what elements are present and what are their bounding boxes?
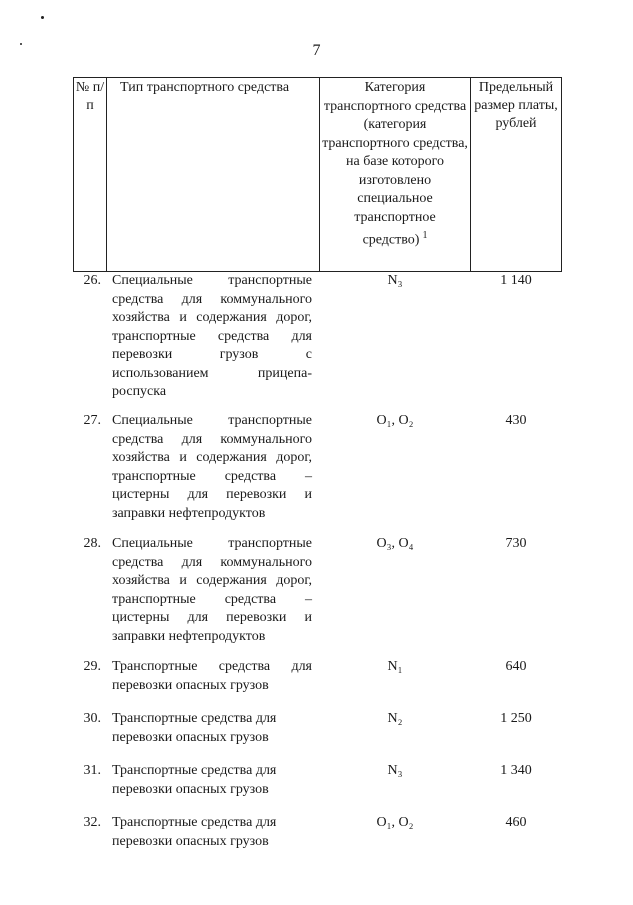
row-vehicle-type: Специальные транспортные средства для коммунального хозяйства и содержания дорог, транспортные средства – цистерны для перевозки и заправки нефтепродуктов (112, 413, 312, 521)
row-number: 28. (83, 536, 101, 551)
row-vehicle-type: Транспортные средства для перевозки опасных грузов (112, 659, 312, 693)
row-price: 1 250 (500, 711, 532, 726)
row-number: 32. (83, 815, 101, 830)
header-category-text: Категория транспортного средства (категория транспортного средства, на базе которого изготовлено специальное транспортное средство) (322, 80, 468, 248)
header-cell-number: № п/п (74, 78, 107, 272)
row-vehicle-type: Транспортные средства для перевозки опасных грузов (112, 763, 277, 797)
row-category: N₃ (387, 763, 403, 778)
row-category: N₁ (387, 659, 403, 674)
row-category: O₁, O₂ (376, 413, 414, 428)
table-header (73, 77, 562, 272)
row-number: 27. (83, 413, 101, 428)
row-price: 640 (505, 659, 527, 674)
header-cell-price: Предельный размер платы, рублей (471, 78, 562, 272)
row-number: 31. (83, 763, 101, 778)
row-vehicle-type: Транспортные средства для перевозки опасных грузов (112, 711, 277, 745)
row-number: 29. (83, 659, 101, 674)
page-number: 7 (312, 42, 321, 59)
row-price: 1 140 (500, 273, 532, 288)
row-price: 1 340 (500, 763, 532, 778)
row-price: 460 (505, 815, 527, 830)
row-vehicle-type: Транспортные средства для перевозки опасных грузов (112, 815, 277, 849)
header-cell-vehicle-type: Тип транспортного средства (107, 78, 320, 272)
row-number: 30. (83, 711, 101, 726)
row-category: N₂ (387, 711, 403, 726)
table-header-row (74, 78, 562, 272)
row-price: 730 (505, 536, 527, 551)
row-category: O₃, O₄ (376, 536, 414, 551)
header-category-footnote: 1 (422, 230, 428, 241)
row-price: 430 (505, 413, 527, 428)
row-number: 26. (83, 273, 101, 288)
row-category: N₃ (387, 273, 403, 288)
row-vehicle-type: Специальные транспортные средства для коммунального хозяйства и содержания дорог, транспортные средства – цистерны для перевозки и заправки нефтепродуктов (112, 536, 312, 644)
row-category: O₁, O₂ (376, 815, 414, 830)
scan-speck (41, 16, 44, 19)
header-cell-category (320, 78, 471, 272)
row-vehicle-type: Специальные транспортные средства для коммунального хозяйства и содержания дорог, транспортные средства для перевозки грузов с использованием прицепа-роспуска (112, 273, 312, 399)
